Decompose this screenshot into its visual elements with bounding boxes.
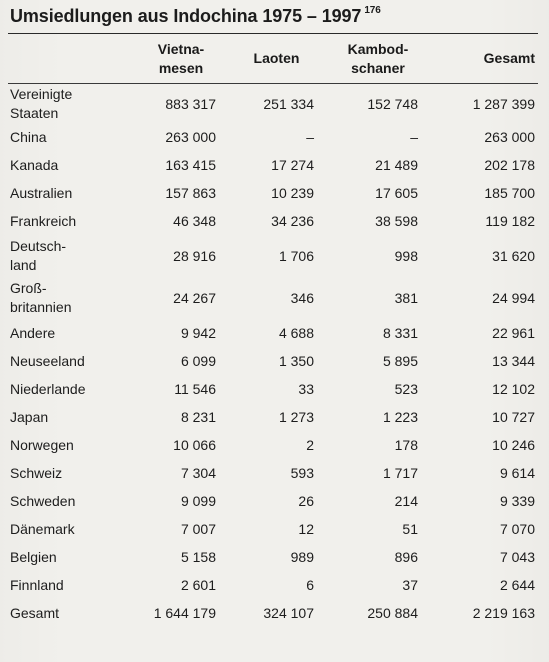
value-vietnamesen: 883 317 [165, 95, 216, 112]
country-name [8, 277, 136, 319]
value-laoten: 346 [290, 289, 314, 306]
value-vietnamesen: 9 942 [180, 324, 216, 341]
value-kambodschaner: 523 [394, 380, 418, 397]
value-vietnamesen: 9 099 [180, 492, 216, 509]
value-vietnamesen: 163 415 [165, 156, 216, 173]
value-kambodschaner: 5 895 [382, 352, 418, 369]
table-row [8, 599, 538, 627]
table-row [8, 151, 538, 179]
header-vietnamesen-line-1: Vietna- [157, 40, 205, 57]
value-gesamt: 9 339 [499, 492, 535, 509]
country-name [8, 179, 136, 207]
value-vietnamesen: 7 007 [180, 520, 216, 537]
header-vietnamesen [136, 34, 226, 83]
country-name [8, 347, 136, 375]
country-name-line: land [10, 257, 37, 273]
table-row [8, 487, 538, 515]
value-kambodschaner: 38 598 [375, 212, 418, 229]
value-vietnamesen: 24 267 [173, 289, 216, 306]
value-laoten: 10 239 [271, 184, 314, 201]
value-kambodschaner: 381 [394, 289, 418, 306]
value-vietnamesen: 7 304 [180, 464, 216, 481]
value-gesamt: 22 961 [492, 324, 535, 341]
country-name [8, 403, 136, 431]
value-laoten: 1 350 [278, 352, 314, 369]
country-name-line: Kanada [10, 156, 59, 173]
value-vietnamesen: 263 000 [165, 128, 216, 145]
value-laoten: 33 [298, 380, 314, 397]
header-gesamt-line-1: Gesamt [483, 50, 535, 66]
value-kambodschaner: 998 [394, 247, 418, 264]
value-kambodschaner: 17 605 [375, 184, 418, 201]
value-gesamt: 7 043 [499, 548, 535, 565]
country-name-line: Schweiz [10, 464, 63, 481]
country-name-line: Schweden [10, 492, 76, 509]
table-row [8, 347, 538, 375]
table-row [8, 83, 538, 123]
table-row [8, 123, 538, 151]
value-kambodschaner: – [410, 128, 418, 145]
value-kambodschaner: 51 [402, 520, 418, 537]
table-row [8, 319, 538, 347]
country-name-line: Andere [10, 324, 56, 341]
value-vietnamesen: 28 916 [173, 247, 216, 264]
table-row [8, 515, 538, 543]
country-name-line: Groß- [10, 280, 47, 296]
value-gesamt: 263 000 [484, 128, 535, 145]
value-laoten: 593 [290, 464, 314, 481]
value-gesamt: 10 727 [492, 408, 535, 425]
header-laoten-line-1: Laoten [253, 50, 300, 66]
country-name-line: Neuseeland [10, 352, 85, 369]
value-laoten: 4 688 [278, 324, 314, 341]
value-gesamt: 202 178 [484, 156, 535, 173]
country-name-line: China [10, 128, 47, 145]
value-kambodschaner: 178 [394, 436, 418, 453]
table-row [8, 235, 538, 277]
value-kambodschaner: 1 223 [382, 408, 418, 425]
country-name-line: Frankreich [10, 212, 77, 229]
country-name-line: Japan [10, 408, 49, 425]
country-name [8, 599, 136, 627]
country-name-line: britannien [10, 299, 72, 315]
table-row [8, 571, 538, 599]
value-kambodschaner: 37 [402, 576, 418, 593]
value-vietnamesen: 6 099 [180, 352, 216, 369]
table-row [8, 207, 538, 235]
resettlement-table [8, 34, 538, 627]
country-name [8, 431, 136, 459]
value-gesamt: 12 102 [492, 380, 535, 397]
table-body [8, 83, 538, 627]
country-name [8, 571, 136, 599]
value-laoten: 34 236 [271, 212, 314, 229]
value-vietnamesen: 2 601 [180, 576, 216, 593]
table-row [8, 543, 538, 571]
header-country [8, 34, 136, 83]
value-gesamt: 7 070 [499, 520, 535, 537]
value-vietnamesen: 157 863 [165, 184, 216, 201]
value-vietnamesen: 10 066 [173, 436, 216, 453]
header-gesamt [429, 34, 538, 83]
value-laoten: 989 [290, 548, 314, 565]
value-kambodschaner: 1 717 [382, 464, 418, 481]
country-name [8, 83, 136, 123]
country-name-line: Gesamt [10, 604, 60, 621]
country-name-line: Staaten [10, 105, 59, 121]
country-name [8, 375, 136, 403]
country-name [8, 319, 136, 347]
header-vietnamesen-line-2: mesen [158, 59, 204, 76]
value-laoten: 2 [306, 436, 314, 453]
value-laoten: – [306, 128, 314, 145]
value-vietnamesen: 8 231 [180, 408, 216, 425]
table-title [10, 6, 381, 27]
value-laoten: 1 273 [278, 408, 314, 425]
header-kambodschaner [327, 34, 429, 83]
country-name [8, 151, 136, 179]
country-name [8, 207, 136, 235]
value-gesamt: 31 620 [492, 247, 535, 264]
footnote-reference: 176 [364, 5, 381, 16]
value-vietnamesen: 5 158 [180, 548, 216, 565]
header-kambodschaner-line-2: schaner [351, 59, 405, 76]
country-name [8, 459, 136, 487]
country-name-line: Vereinigte [10, 86, 73, 102]
value-laoten: 251 334 [263, 95, 314, 112]
table-header [8, 34, 538, 83]
value-laoten: 12 [298, 520, 314, 537]
country-name-line: Dänemark [10, 520, 75, 537]
value-kambodschaner: 896 [394, 548, 418, 565]
table-row [8, 277, 538, 319]
title-text: Umsiedlungen aus Indochina 1975 – 1997 [10, 6, 362, 26]
value-kambodschaner: 21 489 [375, 156, 418, 173]
value-laoten: 1 706 [278, 247, 314, 264]
value-vietnamesen: 1 644 179 [153, 604, 216, 621]
value-gesamt: 185 700 [484, 184, 535, 201]
country-name-line: Belgien [10, 548, 57, 565]
value-laoten: 17 274 [271, 156, 314, 173]
country-name [8, 235, 136, 277]
table-row [8, 375, 538, 403]
header-laoten [226, 34, 327, 83]
table-row [8, 403, 538, 431]
country-name-line: Norwegen [10, 436, 74, 453]
header-kambodschaner-line-1: Kambod- [347, 40, 409, 57]
value-gesamt: 13 344 [492, 352, 535, 369]
value-gesamt: 9 614 [499, 464, 535, 481]
country-name-line: Niederlande [10, 380, 86, 397]
value-gesamt: 119 182 [485, 212, 535, 229]
value-laoten: 26 [298, 492, 314, 509]
value-laoten: 324 107 [263, 604, 314, 621]
value-gesamt: 2 644 [499, 576, 535, 593]
country-name-line: Deutsch- [10, 238, 67, 254]
value-vietnamesen: 46 348 [173, 212, 216, 229]
value-gesamt: 2 219 163 [472, 604, 535, 621]
value-gesamt: 1 287 399 [472, 95, 535, 112]
country-name [8, 543, 136, 571]
country-name [8, 123, 136, 151]
value-gesamt: 24 994 [492, 289, 535, 306]
value-laoten: 6 [306, 576, 314, 593]
value-vietnamesen: 11 546 [174, 380, 216, 397]
table-row [8, 459, 538, 487]
country-name-line: Australien [10, 184, 73, 201]
value-kambodschaner: 152 748 [367, 95, 418, 112]
table-row [8, 431, 538, 459]
value-kambodschaner: 214 [394, 492, 418, 509]
value-gesamt: 10 246 [492, 436, 535, 453]
country-name [8, 515, 136, 543]
country-name-line: Finnland [10, 576, 64, 593]
country-name [8, 487, 136, 515]
header-row [8, 34, 538, 83]
value-kambodschaner: 250 884 [367, 604, 418, 621]
table-row [8, 179, 538, 207]
value-kambodschaner: 8 331 [382, 324, 418, 341]
